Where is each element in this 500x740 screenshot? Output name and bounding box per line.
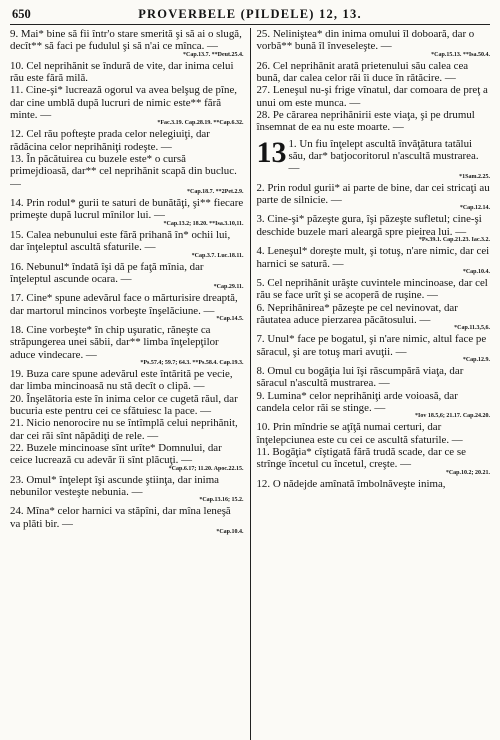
verse: 24. Mîna* celor harnici va stăpîni, dar mîna leneşă va plăti bir. — [10,505,231,530]
verse: 17. Cine* spune adevărul face o mărturisire dreaptă, dar martorul mincinos vorbeşte înşelăciune. — [10,292,238,317]
verse: 18. Cine vorbeşte* în chip uşuratic, răneşte ca străpungerea unei săbii, dar** limba înţelepţilor aduce vindecare. — [10,323,219,361]
verse: 9. Lumina* celor neprihăniţi arde voioasă, dar candela celor răi se stinge. — [256,389,458,414]
cross-reference: *Cap.18.7. **2Pet.2.9. [187,189,244,196]
cross-reference: *Cap.12.9. [462,356,490,363]
verse: 20. Înşelătoria este în inima celor ce cugetă răul, dar bucuria este pentru cei ce sfătuiesc la pace. — [10,392,238,417]
cross-reference: *Cap.29.11. [213,284,244,291]
verse: 12. O nădejde amînată îmbolnăveşte inima, [256,477,446,490]
cross-reference: *Cap.6.17; 11.20. Apoc.22.15. [168,465,244,472]
verse: 1. Un fiu înţelept ascultă învăţătura tatălui său, dar* batjocoritorul n'ascultă mustrarea. — [288,137,479,175]
cross-reference: *Cap.13.16; 15.2. [199,497,244,504]
verse: 23. Omul* înţelept îşi ascunde ştiinţa, dar inima nebunilor vesteşte nebunia. — [10,473,220,498]
text-columns [10,28,490,740]
verse: 4. Leneşul* doreşte mult, şi totuş, n'are nimic, dar cei harnici se satură. — [256,245,490,270]
verse: 25. Neliniştea* din inima omului îl doboară, dar o vorbă** bună îl înveseleşte. — [256,28,475,53]
cross-reference: *Cap.15.13. **Isa.50.4. [431,51,490,58]
verse: 11. Bogăţia* cîştigată fără trudă scade, dar ce se strînge încetul cu încetul, creşte. — [256,445,466,471]
verse: 21. Nicio nenorocire nu se întîmplă celui neprihănit, dar cei răi sînt năpădiţi de rele. — [10,417,238,442]
cross-reference: *Cap.13.2; 18.20. **Isa.3.10,11. [163,220,244,227]
chapter-12-verses-end [256,28,490,134]
page-number: 650 [12,7,31,21]
verse: 5. Cel neprihănit urăşte cuvintele mincinoase, dar cel rău se face urît şi se acoperă de ruşine. — [256,276,488,302]
cross-reference: *Cap.12.14. [459,205,490,212]
verse: 16. Nebunul* îndată îşi dă pe faţă mînia, dar înţeleptul ascunde ocara. — [10,260,204,285]
verse: 8. Omul cu bogăţia lui îşi răscumpără viaţa, dar săracul n'ascultă mustrarea. — [256,364,464,390]
cross-reference: *Cap.10.4. [216,529,244,536]
verse: 15. Calea nebunului este fără prihană în* ochii lui, dar înţeleptul ascultă sfaturile. — [10,228,231,254]
cross-reference: *Cap.10.4. [462,268,490,275]
verse: 10. Prin mîndrie se aţîţă numai certuri, dar înţelepciunea este cu cei ce ascultă sfaturile. — [256,421,463,446]
verse: 26. Cel neprihănit arată prietenului său calea cea bună, dar calea celor răi îi duce în rătăcire. — [256,59,469,85]
chapter-number: 13 [256,135,287,169]
cross-reference: *Fac.3.19. Cap.28.19. **Cap.6.32. [157,120,244,127]
running-title: PROVERBELE (PILDELE) 12, 13. [138,7,362,21]
cross-reference: *Cap.13.7. **Deut.25.4. [183,51,244,58]
verse: 27. Leneşul nu-şi frige vînatul, dar comoara de preţ a unui om este munca. — [256,84,488,109]
cross-reference: *Cap.11.3,5,6. [454,325,490,332]
verse: 10. Cel neprihănit se îndură de vite, dar inima celui rău este fără milă. [10,59,234,85]
verse: 6. Neprihănirea* păzeşte pe cel nevinovat, dar răutatea aduce pierzarea păcătosului. — [256,301,458,326]
cross-reference: *Iov 18.5,6; 21.17. Cap.24.20. [414,413,490,420]
cross-reference: *Ps.39.1. Cap.21.23. Iac.3.2. [418,237,490,244]
verse: 2. Prin rodul gurii* ai parte de bine, dar cei stricaţi au parte de silnicie. — [256,181,490,207]
verse: 12. Cel rău pofteşte prada celor nelegiuiţi, dar rădăcina celor neprihăniţi rodeşte. — [10,128,210,153]
page-header [10,6,490,25]
verse: 13. În păcătuirea cu buzele este* o cursă primejdioasă, dar** cel neprihănit scapă din bucluc. — [10,153,237,190]
cross-reference: *Cap.14.5. [216,315,244,322]
cross-reference: *Ps.57.4; 59.7; 64.3. **Ps.58.4. Cap.19.3. [140,359,244,366]
verse: 28. Pe cărarea neprihănirii este viaţa, şi pe drumul însemnat de ea nu este moarte. — [256,109,475,134]
verse: 22. Buzele mincinoase sînt urîte* Domnului, dar ceice lucrează cu adevăr îi sînt plăcuţi. — [10,441,222,467]
chapter-13-start [256,135,490,490]
verse: 3. Cine-şi* păzeşte gura, îşi păzeşte sufletul; cine-şi deschide buzele mari aleargă spre pieirea lui. — [256,213,482,238]
verse: 11. Cine-şi* lucrează ogorul va avea belşug de pîne, dar cine umblă după lucruri de nimic este** fără minte. — [10,84,238,122]
verse: 19. Buza care spune adevărul este întărită pe vecie, dar limba mincinoasă nu stă decît o clipă. — [10,367,233,393]
verse: 14. Prin rodul* gurii te saturi de bunătăţi, şi** fiecare primeşte după lucrul mînilor lui. — [10,197,244,222]
cross-reference: *Cap.3.7. Luc.18.11. [191,252,244,259]
cross-reference: *1Sam.2.25. [459,173,490,180]
verse: 7. Unul* face pe bogatul, şi n'are nimic, altul face pe săracul, şi are totuş mari avuţii. — [256,333,487,358]
verse: 9. Mai* bine să fii într'o stare smerită şi să ai o slugă, decît** să faci pe fudulul şi să n'ai ce mînca. — [10,28,242,53]
chapter-13-verses [256,135,490,490]
cross-reference: *Cap.10.2; 20.21. [445,469,490,476]
right-column [250,28,490,740]
left-column [10,28,250,740]
